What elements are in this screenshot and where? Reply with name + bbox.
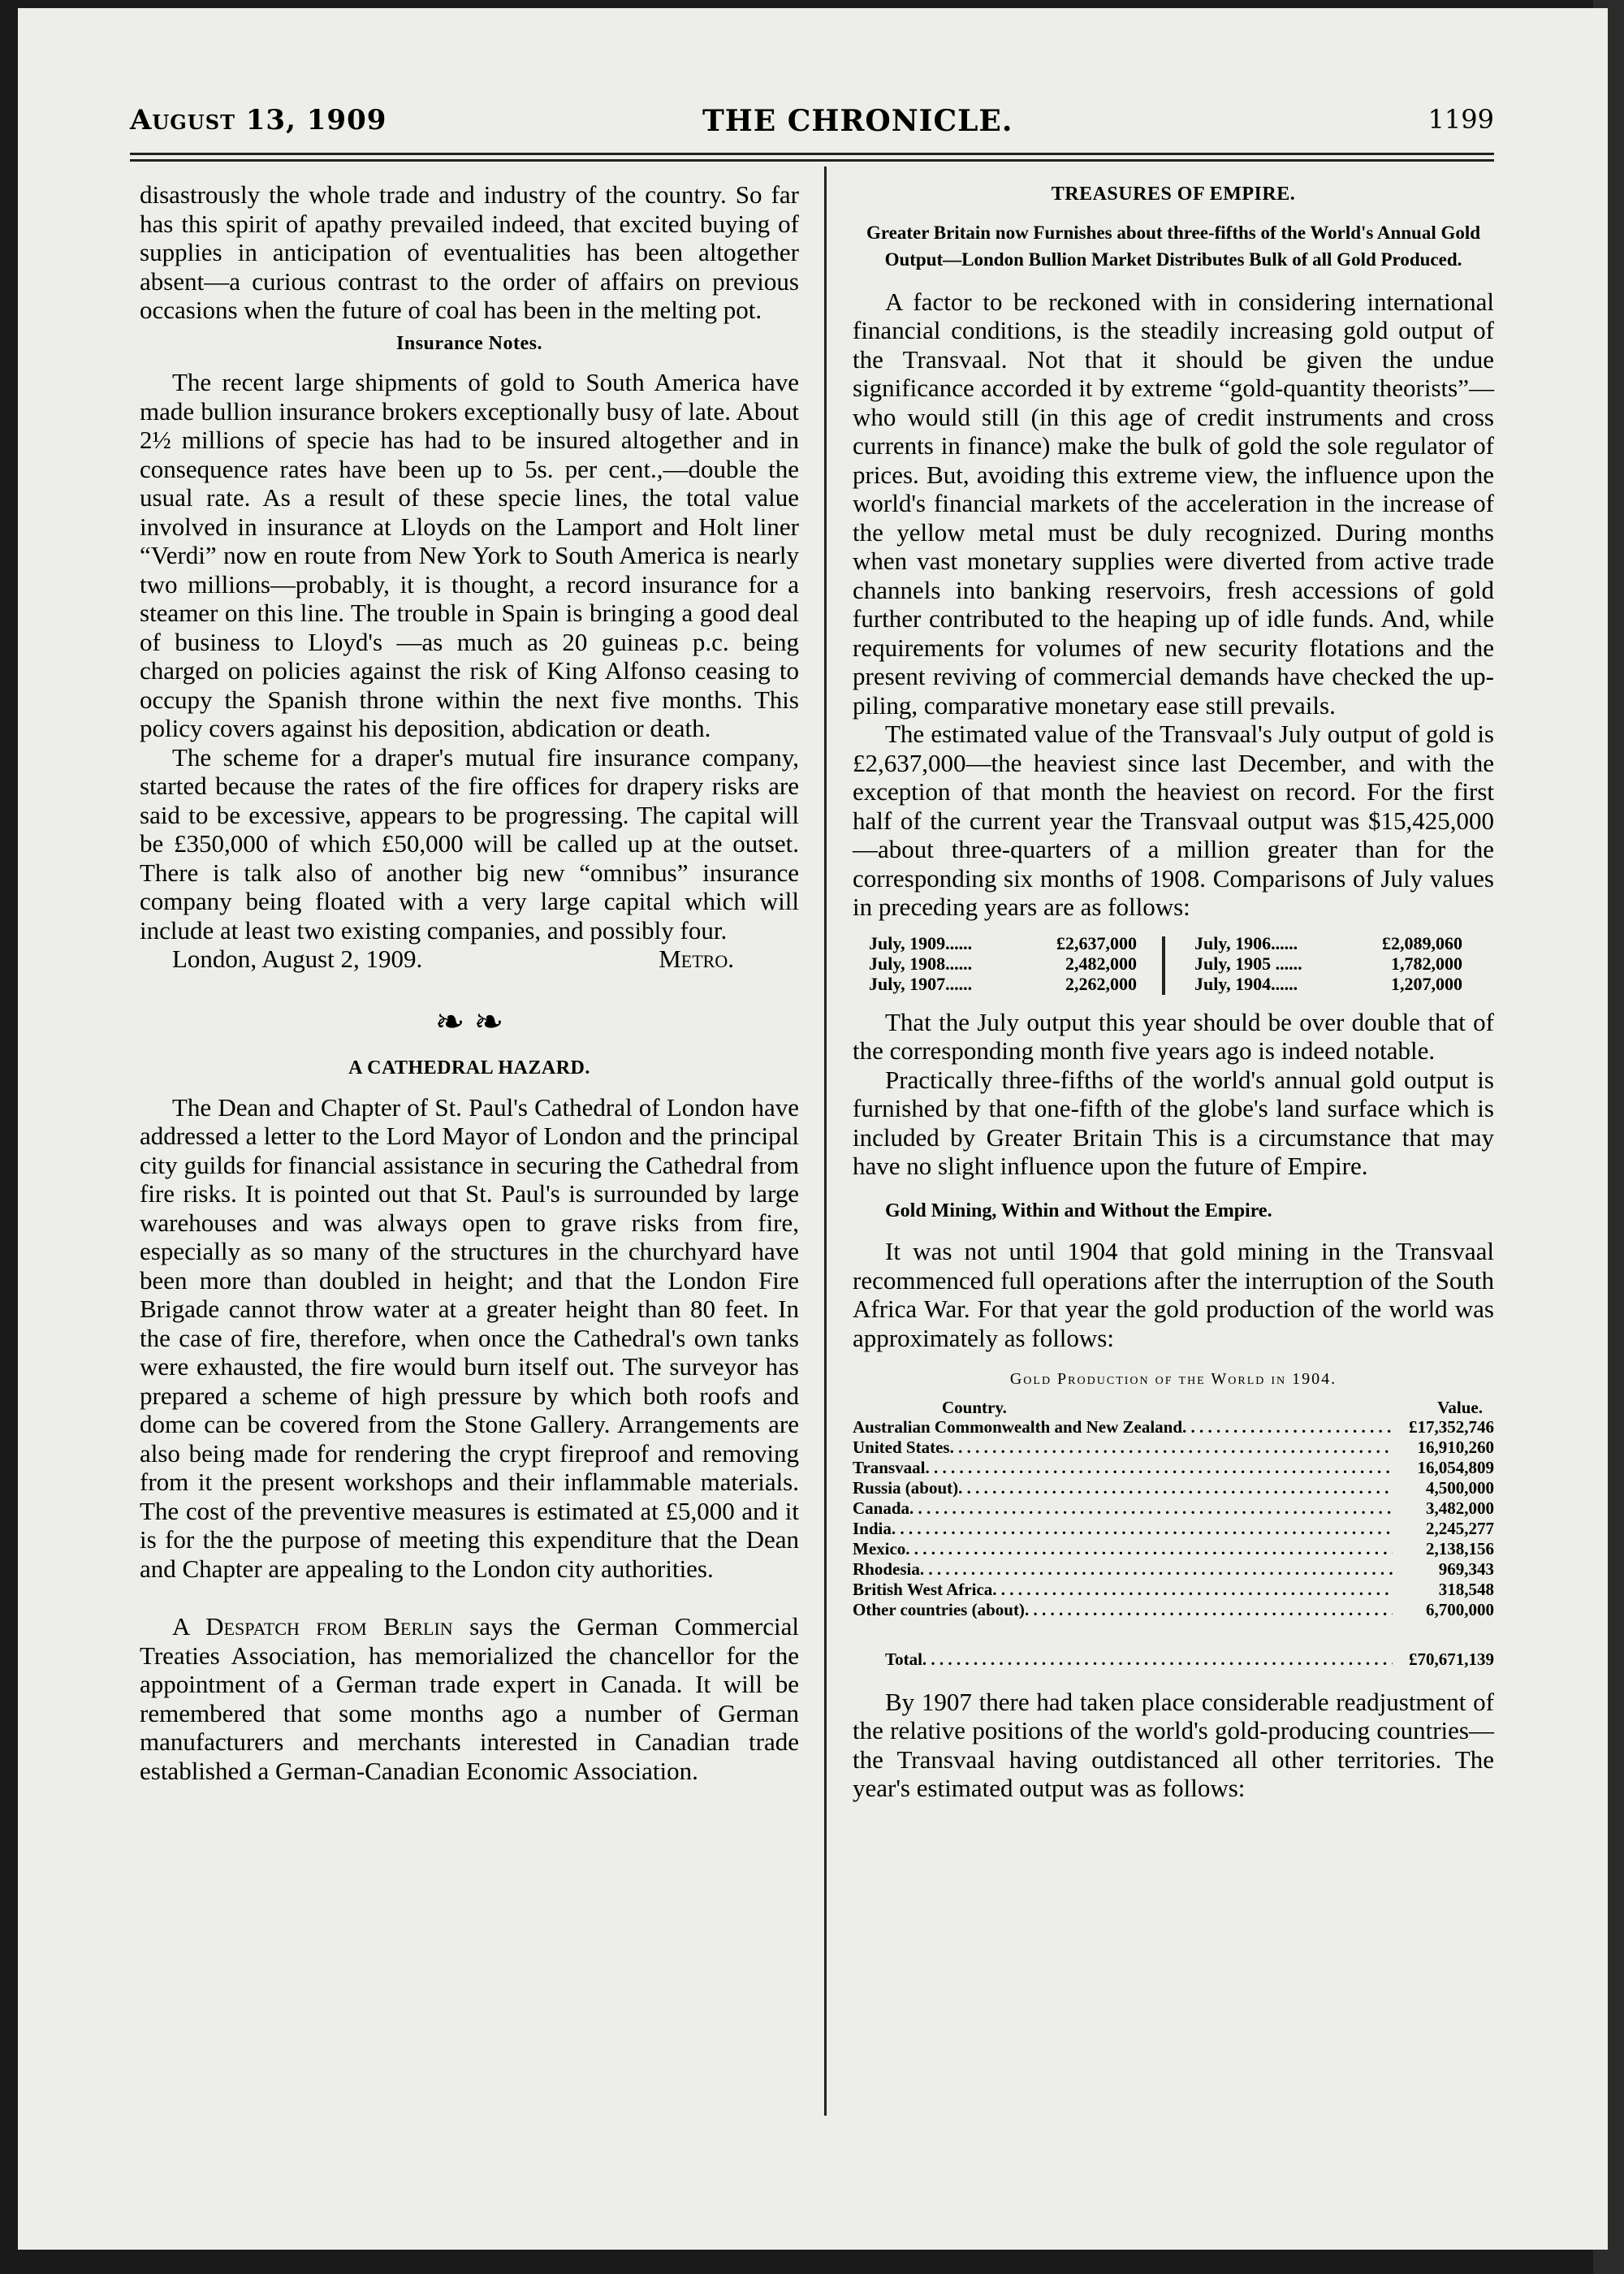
gold-production-table-title: Gold Production of the World in 1904. (1009, 1370, 1337, 1388)
july-year: July, 1907...... (869, 973, 973, 994)
treasures-paragraph-3: That the July output this year should be over double that of the corresponding month five years ago is indeed notable. (853, 1007, 1494, 1065)
july-year: July, 1909...... (869, 932, 973, 953)
country-value: 969,343 (1438, 1559, 1494, 1579)
country-value: 318,548 (1438, 1579, 1494, 1599)
table-row (853, 1559, 1494, 1580)
table-row (853, 1539, 1494, 1559)
column-header-value: Value. (1437, 1397, 1483, 1417)
insurance-paragraph-2: The scheme for a draper's mutual fire insurance company, started because the rates of the fire offices for drapery risks are said to be excessive, appears to be progressing. The capital will be £350,000 of which £50,000 will be called up at the outset. There is talk also of another big new “omnibus” insurance company being floated with a very large capital which will include at least two existing companies, and possibly four. (140, 742, 799, 945)
leader-dots (892, 1519, 1393, 1539)
july-year: July, 1906...... (1194, 932, 1298, 953)
cathedral-paragraph: The Dean and Chapter of St. Paul's Cathedral of London have addressed a letter to the Lord Mayor of London and the principal city guilds for financial assistance in securing the Cathedral from fire risks. It is pointed out that St. Paul's is surrounded by large warehouses and was always open to grave risks from fire, especially as so many of the structures in the churchyard have been more than doubled in height; and that the London Fire Brigade cannot throw water at a greater height than 80 feet. In the case of fire, therefore, when once the Cathedral's own tanks were exhausted, the fire would burn itself out. The surveyor has prepared a scheme of high pressure by which both roofs and dome can be covered from the Stone Gallery. Arrangements are also being made for rendering the crypt fireproof and removing from it the present workshops and their inflammable materials. The cost of the preventive measures is estimated at £5,000 and it is for the the purpose of meeting this expenditure that the Dean and Chapter are appealing to the London city authorities. (140, 1092, 799, 1583)
berlin-despatch-text: says the German Commercial Treaties Association, has memorialized the chancellor for the appointment of a German trade expert in Canada. It will be remembered that some months ago a number of German manufacturers and merchants interested in Canadian trade established a German-Canadian Economic Association. (140, 1612, 799, 1785)
leader-dots (1182, 1417, 1393, 1437)
table-row (853, 1580, 1494, 1600)
column-divider (824, 166, 827, 2116)
treasures-paragraph-4: Practically three-fifths of the world's annual gold output is furnished by that one-fifth of the globe's land surface which is included by Greater Britain This is a circumstance that may have no slight influence upon the future of Empire. (853, 1065, 1494, 1180)
country-name: Other countries (about) (853, 1599, 1025, 1619)
table-row (853, 1458, 1494, 1478)
july-values-left (869, 933, 1168, 994)
july-value: 2,262,000 (1065, 973, 1137, 994)
july-year: July, 1908...... (869, 953, 973, 974)
july-value: £2,637,000 (1056, 932, 1137, 953)
signature-place-date: London, August 2, 1909. (172, 945, 423, 973)
country-name: Transvaal (853, 1457, 926, 1477)
july-value-row (869, 953, 1168, 974)
country-value: 2,245,277 (1426, 1518, 1494, 1538)
gold-production-table (853, 1417, 1494, 1620)
header-rule (130, 153, 1494, 155)
berlin-despatch-paragraph (140, 1612, 799, 1785)
leader-dots (958, 1478, 1393, 1498)
july-value-row (1194, 933, 1494, 953)
july-year: July, 1905 ...... (1194, 953, 1302, 974)
leader-dots (920, 1559, 1393, 1580)
july-values-table (869, 933, 1494, 995)
country-value: £17,352,746 (1409, 1416, 1494, 1437)
left-column (140, 180, 799, 1785)
header-page-number: 1199 (1427, 104, 1494, 135)
coal-paragraph: disastrously the whole trade and industry of the country. So far has this spirit of apathy prevailed indeed, that excited buying of supplies in anticipation of eventualities has been altogether absent—a curious contrast to the order of affairs on previous occasions when the future of coal has been in the melting pot. (140, 180, 799, 324)
table-row (853, 1437, 1494, 1458)
gold-mining-paragraph: It was not until 1904 that gold mining in the Transvaal recommenced full operations after the interruption of the South Africa War. For that year the gold production of the world was approximately as follows: (853, 1237, 1494, 1352)
gold-production-table-header (853, 1398, 1494, 1417)
page-header (130, 104, 1494, 153)
header-date: August 13, 1909 (130, 104, 387, 136)
signature-line (140, 945, 799, 974)
july-values-right (1194, 933, 1494, 994)
gold-production-total (853, 1649, 1494, 1670)
leader-dots (925, 1458, 1393, 1478)
leader-dots (922, 1649, 1393, 1670)
july-value-row (869, 933, 1168, 953)
july-values-divider (1162, 936, 1165, 995)
berlin-despatch-lead: A Despatch from Berlin (172, 1612, 453, 1641)
treasures-heading: TREASURES OF EMPIRE. (1051, 184, 1296, 205)
july-value: 1,207,000 (1390, 973, 1462, 994)
table-row-total (885, 1649, 1494, 1670)
table-row (853, 1600, 1494, 1620)
table-row (853, 1478, 1494, 1498)
july-value-row (1194, 953, 1494, 974)
gold-mining-heading: Gold Mining, Within and Without the Empire. (885, 1200, 1272, 1221)
country-name: Russia (about) (853, 1477, 959, 1498)
country-name: Australian Commonwealth and New Zealand (853, 1416, 1183, 1437)
country-value: 3,482,000 (1426, 1498, 1494, 1518)
table-row (853, 1519, 1494, 1539)
treasures-paragraph-2: The estimated value of the Transvaal's July output of gold is £2,637,000—the heaviest since last December, and with the exception of that month the heaviest on record. For the first half of the current year the Transvaal output was $15,425,000—about three-quarters of a million greater than for the corresponding six months of 1908. Comparisons of July values in preceding years are as follows: (853, 720, 1494, 921)
country-value: 16,910,260 (1417, 1437, 1494, 1457)
total-label: Total (885, 1649, 922, 1669)
total-value: £70,671,139 (1409, 1649, 1494, 1669)
treasures-paragraph-5: By 1907 there had taken place considerable readjustment of the relative positions of the world's gold-producing countries—the Transvaal having outdistanced all other territories. The year's estimated output was as follows: (853, 1687, 1494, 1802)
insurance-paragraph-1: The recent large shipments of gold to South America have made bullion insurance brokers exceptionally busy of late. About 2½ millions of specie has had to be insured altogether and in consequence rates have been up to 5s. per cent.,—double the usual rate. As a result of these specie lines, the total value involved in insurance at Lloyds on the Lamport and Holt liner “Verdi” now en route from New York to South America is nearly two millions—probably, it is thought, a record insurance for a steamer on this line. The trouble in Spain is bringing a good deal of business to Lloyd's —as much as 20 guineas p.c. being charged on policies against the risk of King Alfonso ceasing to occupy the Spanish throne within the next five months. This policy covers against his deposition, abdication or death. (140, 368, 799, 742)
table-row (853, 1498, 1494, 1519)
country-name: India (853, 1518, 892, 1538)
country-name: Canada (853, 1498, 910, 1518)
right-column (853, 180, 1494, 1803)
leader-dots (909, 1498, 1393, 1519)
country-name: British West Africa (853, 1579, 993, 1599)
july-value: 2,482,000 (1065, 953, 1137, 974)
header-rule-second (130, 159, 1494, 162)
table-row (853, 1417, 1494, 1437)
country-value: 16,054,809 (1417, 1457, 1494, 1477)
country-name: Rhodesia (853, 1559, 920, 1579)
leader-dots (992, 1580, 1393, 1600)
signature-name: Metro. (659, 945, 734, 973)
section-ornament: ❧ ❧ (434, 1001, 504, 1042)
country-value: 6,700,000 (1426, 1599, 1494, 1619)
treasures-paragraph-1: A factor to be reckoned with in considering international financial conditions, is the steadily increasing gold output of the Transvaal. Not that it should be given the undue significance accorded it by extreme “gold-quantity theorists”—who would still (in this age of credit instruments and cross currents in finance) make the bulk of gold the sole regulator of prices. But, avoiding this extreme view, the influence upon the world's financial markets of the acceleration in the increase of the yellow metal must be duly recognized. During months when vast monetary supplies were diverted from active trade channels into banking reservoirs, fresh accessions of gold further contributed to the heaping up of idle funds. And, while requirements for volumes of new security flotations and the present reviving of commercial demands have checked the up-piling, comparative monetary ease still prevails. (853, 287, 1494, 720)
leader-dots (1025, 1600, 1393, 1620)
header-title: THE CHRONICLE. (702, 104, 1013, 138)
cathedral-hazard-heading: A CATHEDRAL HAZARD. (348, 1057, 590, 1079)
country-name: United States (853, 1437, 950, 1457)
column-header-country: Country. (942, 1397, 1007, 1417)
july-value: 1,782,000 (1390, 953, 1462, 974)
treasures-subheading: Greater Britain now Furnishes about three-fifths of the World's Annual Gold Output—London Bullion Market Distributes Bulk of all Gold Produced. (866, 222, 1481, 270)
insurance-notes-heading: Insurance Notes. (396, 332, 542, 354)
july-value-row (869, 974, 1168, 994)
leader-dots (905, 1539, 1393, 1559)
leader-dots (950, 1437, 1393, 1458)
country-value: 2,138,156 (1426, 1538, 1494, 1559)
country-name: Mexico (853, 1538, 906, 1559)
july-value: £2,089,060 (1381, 932, 1462, 953)
july-year: July, 1904...... (1194, 973, 1298, 994)
july-value-row (1194, 974, 1494, 994)
country-value: 4,500,000 (1426, 1477, 1494, 1498)
